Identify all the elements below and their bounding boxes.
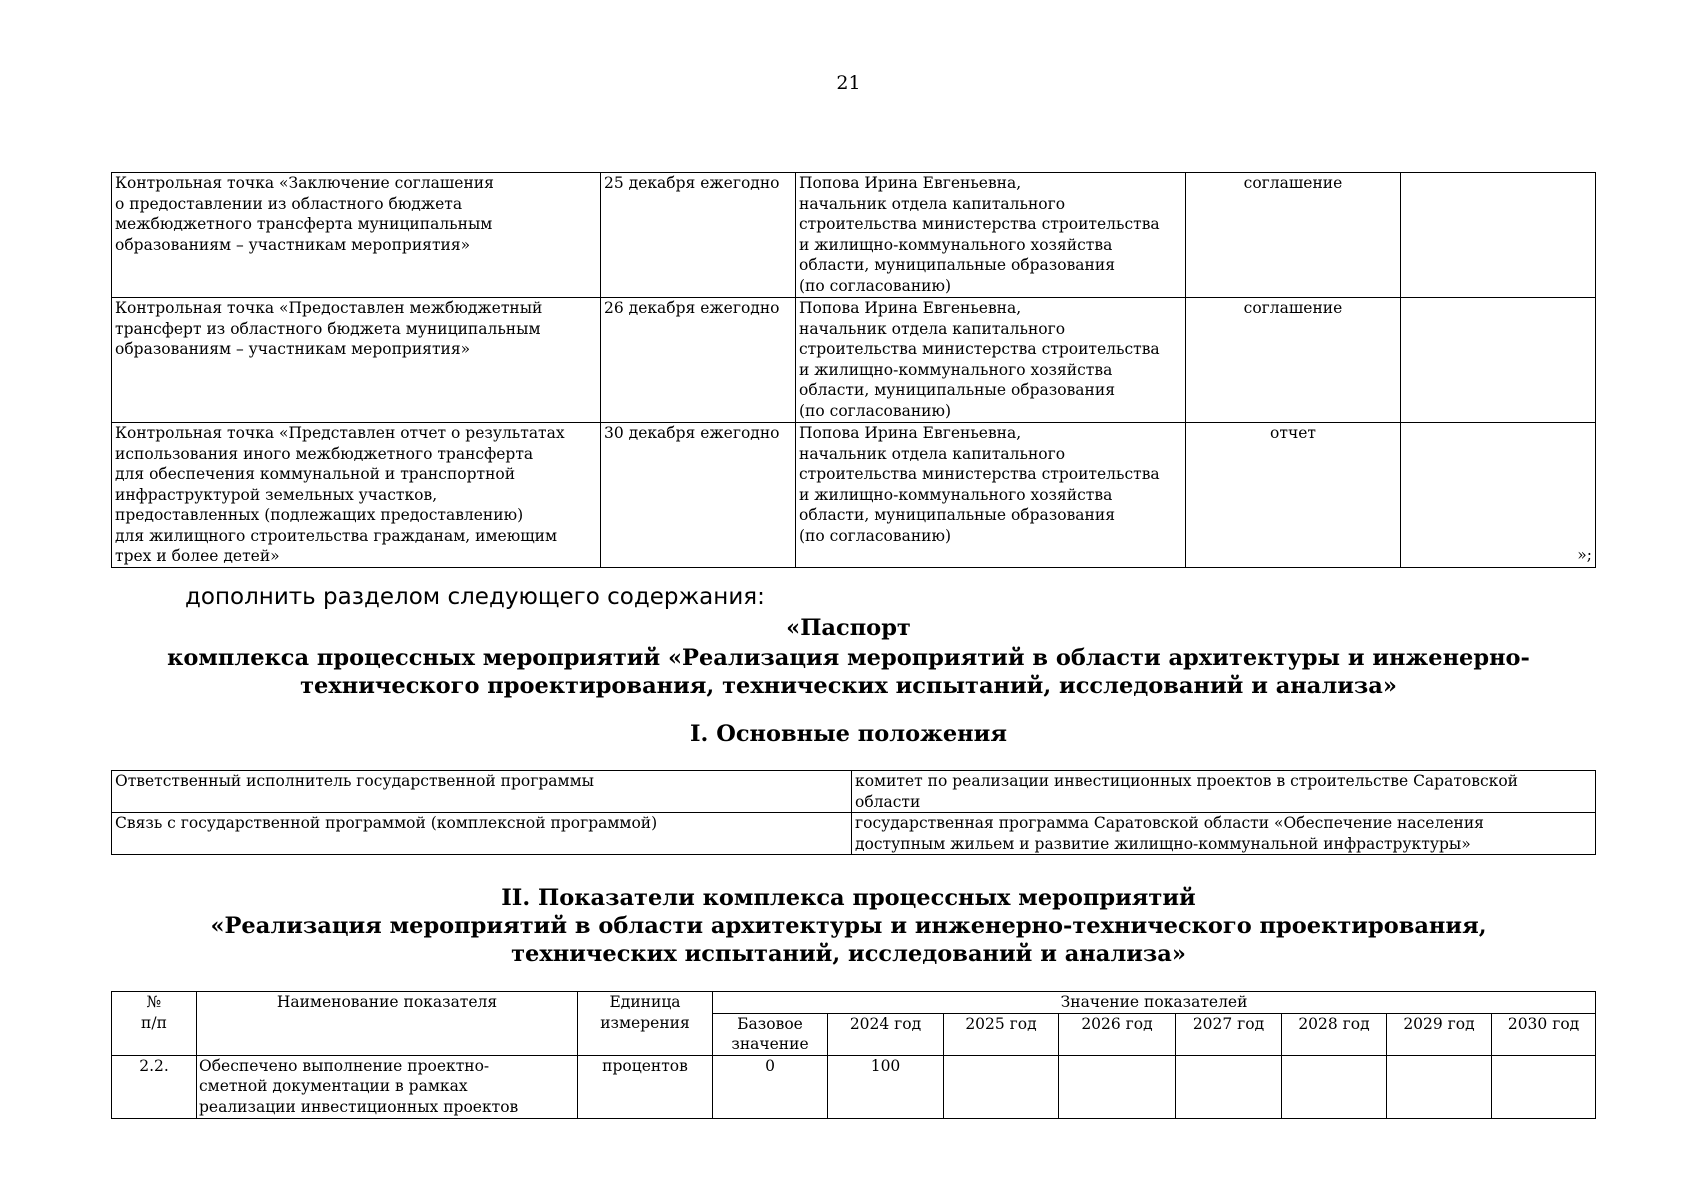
section1-title: I. Основные положения <box>690 721 1007 747</box>
passport-heading-line3: технического проектирования, технических испытаний, исследований и анализа» <box>300 673 1397 699</box>
table-row <box>112 423 1596 568</box>
table-row <box>112 173 1596 298</box>
header-row <box>112 992 1596 1014</box>
header-year: 2024 год <box>828 1013 944 1055</box>
indicator-name: Обеспечено выполнение проектно- сметной документации в рамках реализации инвестиционных проектов <box>197 1055 578 1118</box>
control-point-document: соглашение <box>1186 173 1401 298</box>
indicator-year-value <box>1492 1055 1596 1118</box>
control-point-document: отчет <box>1186 423 1401 568</box>
indicator-year-value <box>1059 1055 1176 1118</box>
header-unit: Единица измерения <box>578 992 713 1056</box>
control-point-extra <box>1401 423 1596 568</box>
control-point-responsible: Попова Ирина Евгеньевна, начальник отдела капитального строительства министерства строительства и жилищно-коммунального хозяйства области, муниципальные образования (по согласованию) <box>796 298 1186 423</box>
intro-text: дополнить разделом следующего содержания: <box>185 584 765 610</box>
closing-quote-mark: »; <box>1577 546 1592 564</box>
table-row <box>112 813 1596 855</box>
control-points-table <box>111 172 1596 568</box>
control-point-responsible: Попова Ирина Евгеньевна, начальник отдела капитального строительства министерства строительства и жилищно-коммунального хозяйства области, муниципальные образования (по согласованию) <box>796 423 1186 568</box>
header-year: 2030 год <box>1492 1013 1596 1055</box>
basics-label: Ответственный исполнитель государственной программы <box>112 771 852 813</box>
section2-title-line3: технических испытаний, исследований и анализа» <box>511 941 1186 967</box>
passport-heading-line1: «Паспорт <box>786 615 911 641</box>
indicator-unit: процентов <box>578 1055 713 1118</box>
basics-label: Связь с государственной программой (комплексной программой) <box>112 813 852 855</box>
header-num: № п/п <box>112 992 197 1056</box>
control-point-name: Контрольная точка «Заключение соглашения о предоставлении из областного бюджета межбюджетного трансферта муниципальным образованиям – участникам мероприятия» <box>112 173 601 298</box>
page-number: 21 <box>836 72 861 94</box>
basics-value: комитет по реализации инвестиционных проектов в строительстве Саратовской области <box>852 771 1596 813</box>
table-row <box>112 298 1596 423</box>
control-point-deadline: 30 декабря ежегодно <box>601 423 796 568</box>
header-values-group: Значение показателей <box>713 992 1596 1014</box>
control-point-extra <box>1401 298 1596 423</box>
control-point-name: Контрольная точка «Представлен отчет о результатах использования иного межбюджетного трансферта для обеспечения коммунальной и транспортной инфраструктурой земельных участков, предоставленных (подлежащих предоставлению) для жилищного строительства гражданам, имеющим трех и более детей» <box>112 423 601 568</box>
table-row <box>112 1055 1596 1118</box>
table-row <box>112 771 1596 813</box>
indicator-year-value <box>1282 1055 1387 1118</box>
header-year: 2027 год <box>1176 1013 1282 1055</box>
header-base: Базовое значение <box>713 1013 828 1055</box>
indicator-year-value: 100 <box>828 1055 944 1118</box>
header-name: Наименование показателя <box>197 992 578 1056</box>
control-point-deadline: 25 декабря ежегодно <box>601 173 796 298</box>
basics-value: государственная программа Саратовской области «Обеспечение населения доступным жильем и развитие жилищно-коммунальной инфраструктуры» <box>852 813 1596 855</box>
header-year: 2025 год <box>944 1013 1059 1055</box>
header-year: 2026 год <box>1059 1013 1176 1055</box>
section2-title-line1: II. Показатели комплекса процессных мероприятий <box>501 885 1196 911</box>
control-point-responsible: Попова Ирина Евгеньевна, начальник отдела капитального строительства министерства строительства и жилищно-коммунального хозяйства области, муниципальные образования (по согласованию) <box>796 173 1186 298</box>
header-year: 2029 год <box>1387 1013 1492 1055</box>
indicator-base: 0 <box>713 1055 828 1118</box>
control-point-deadline: 26 декабря ежегодно <box>601 298 796 423</box>
indicator-year-value <box>1387 1055 1492 1118</box>
passport-heading-line2: комплекса процессных мероприятий «Реализация мероприятий в области архитектуры и инженерно- <box>167 645 1530 671</box>
control-point-document: соглашение <box>1186 298 1401 423</box>
section2-title-line2: «Реализация мероприятий в области архитектуры и инженерно-технического проектирования, <box>210 913 1487 939</box>
control-point-extra <box>1401 173 1596 298</box>
indicator-year-value <box>1176 1055 1282 1118</box>
control-point-name: Контрольная точка «Предоставлен межбюджетный трансферт из областного бюджета муниципальным образованиям – участникам мероприятия» <box>112 298 601 423</box>
indicators-table <box>111 991 1596 1119</box>
header-year: 2028 год <box>1282 1013 1387 1055</box>
indicator-num: 2.2. <box>112 1055 197 1118</box>
indicator-year-value <box>944 1055 1059 1118</box>
basics-table <box>111 770 1596 855</box>
